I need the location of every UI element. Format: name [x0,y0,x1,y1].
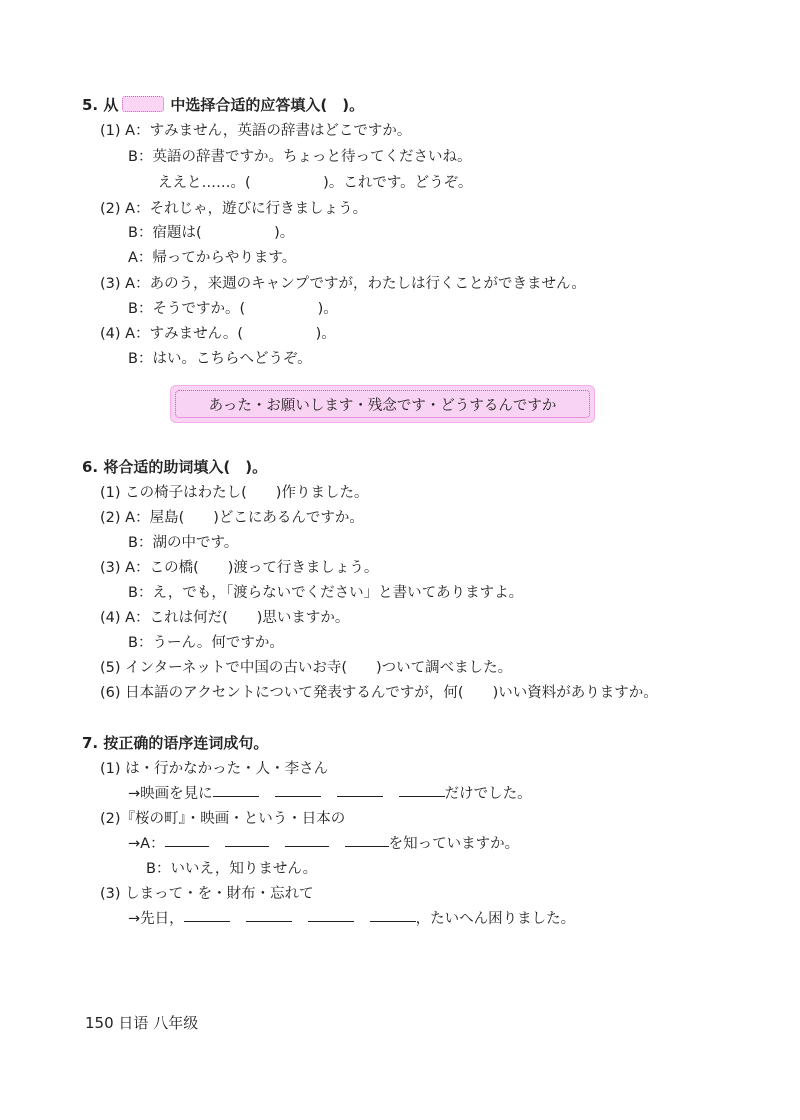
q5-line-5: B：宿題は( )。 [128,225,295,241]
q6-line-3: B：湖の中です。 [128,535,239,551]
q5-line-4: (2) A：それじゃ，遊びに行きましょう。 [100,201,368,217]
answer-blank[interactable] [165,834,209,847]
q6-line-8: (5) インターネットで中国の古いお寺( )ついて調べました。 [100,660,513,676]
q5-line-6: A：帰ってからやります。 [128,250,297,266]
q5-line-3: ええと……。( )。これです。どうぞ。 [158,175,473,191]
q6-title: 6. 将合适的助词填入( )。 [82,458,268,476]
q7-answer-2-lead: →A： [128,836,165,852]
page-footer [85,1012,198,1033]
q5-title [82,95,364,115]
q7-answer-3-lead: →先日， [128,911,184,927]
q7-title: 7. 按正确的语序连词成句。 [82,734,269,752]
answer-blank[interactable] [246,909,292,922]
q7-answer-2-tail: を知っていますか。 [388,836,520,852]
q6-line-6: (4) A：これは何だ( )思いますか。 [100,610,350,626]
q7-answer-1-lead: →映画を見に [128,786,213,802]
q5-choices-text: あった・お願いします・残念です・どうするんですか [175,390,590,418]
answer-blank[interactable] [213,784,259,797]
q6-line-5: B：え，でも，「渡らないでください」と書いてありますよ。 [128,585,524,601]
page-number: 150 [85,1014,114,1032]
q5-choices-box [170,385,595,423]
answer-blank[interactable] [184,909,230,922]
q7-answer-2 [128,834,519,854]
q7-answer-3 [128,909,575,929]
q7-item-3: (3) しまって・を・財布・忘れて [100,886,314,902]
q5-line-8: B：そうですか。( )。 [128,301,338,317]
q5-title-prefix: 从 [103,96,119,114]
q7-answer-1 [128,784,532,804]
answer-blank[interactable] [285,834,329,847]
answer-blank[interactable] [308,909,354,922]
q7-answer-2-b: B：いいえ，知りません。 [146,861,318,877]
q7-item-1: (1) は・行かなかった・人・李さん [100,761,329,777]
q6-line-1: (1) この椅子はわたし( )作りました。 [100,485,369,501]
q5-line-1: (1) A：すみません，英語の辞書はどこですか。 [100,123,412,139]
q5-choice-box-marker [122,96,164,112]
q6-line-2: (2) A：屋島( )どこにあるんですか。 [100,510,364,526]
answer-blank[interactable] [399,784,445,797]
answer-blank[interactable] [345,834,389,847]
q7-answer-1-tail: だけでした。 [444,786,532,802]
q5-line-9: (4) A：すみません。( )。 [100,326,336,342]
book-title: 日语 八年级 [118,1014,199,1032]
answer-blank[interactable] [370,909,416,922]
q6-line-4: (3) A：この橋( )渡って行きましょう。 [100,560,379,576]
answer-blank[interactable] [337,784,383,797]
q6-line-7: B：うーん。何ですか。 [128,635,284,651]
q7-item-2: (2)『桜の町』・映画・という・日本の [100,811,346,827]
q5-title-suffix: 中选择合适的应答填入( )。 [170,96,365,114]
answer-blank[interactable] [225,834,269,847]
q5-number: 5. [82,96,99,114]
q6-line-9: (6) 日本語のアクセントについて発表するんですが，何( )いい資料がありますか。 [100,685,658,701]
q7-answer-3-tail: ，たいへん困りました。 [415,911,576,927]
q5-line-10: B：はい。こちらへどうぞ。 [128,351,312,367]
q5-line-2: B：英語の辞書ですか。ちょっと待ってくださいね。 [128,149,472,165]
q5-line-7: (3) A：あのう，来週のキャンプですが，わたしは行くことができません。 [100,276,586,292]
answer-blank[interactable] [275,784,321,797]
